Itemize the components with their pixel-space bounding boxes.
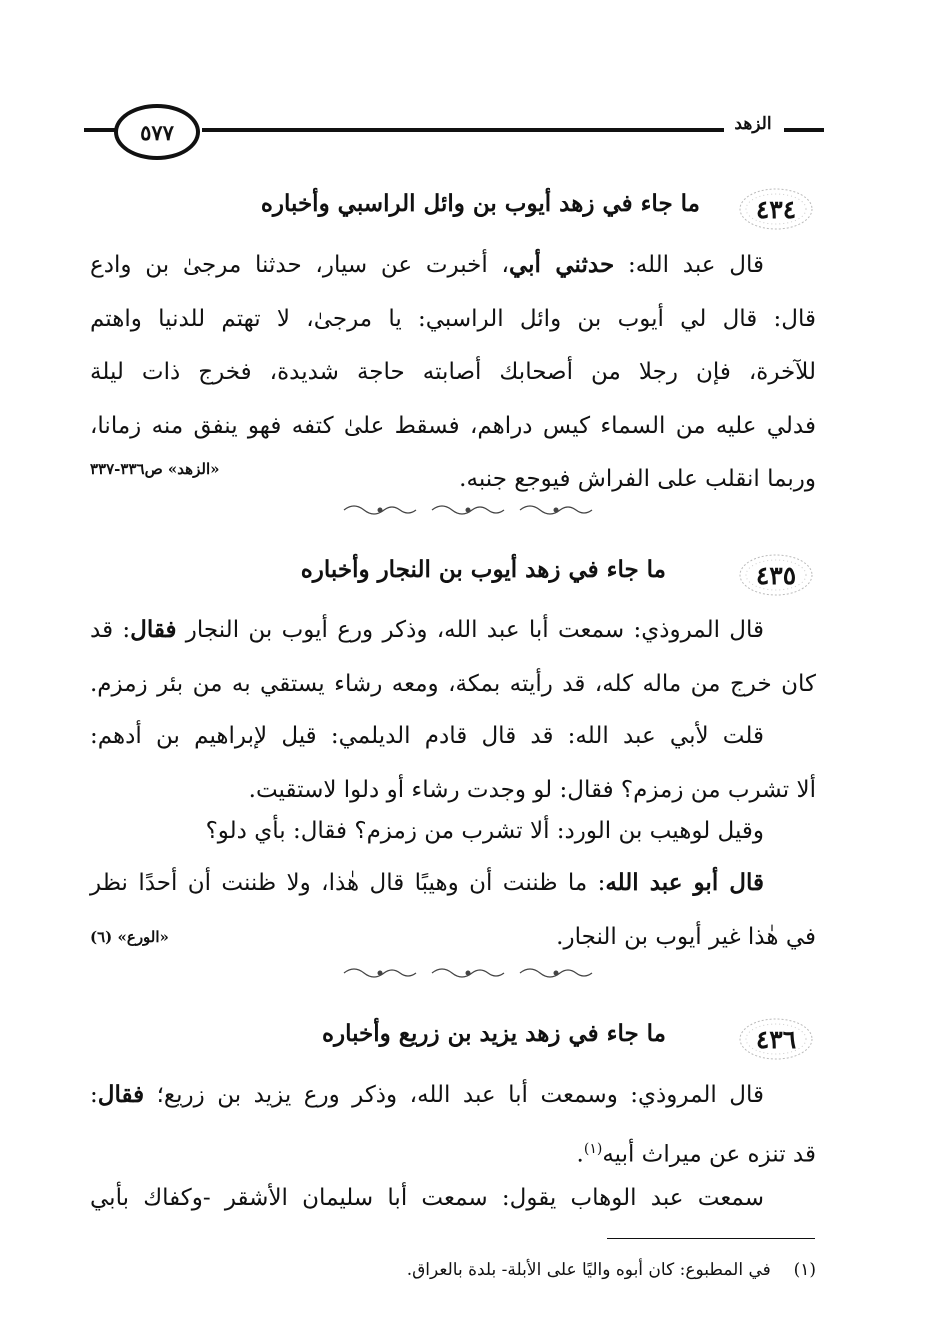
section-paragraph [90,710,816,817]
section-paragraph [90,805,816,859]
ornamental-divider-icon [340,503,594,517]
header-rule-middle [202,128,724,132]
section-title: ما جاء في زهد أيوب بن وائل الراسبي وأخباره [260,190,700,217]
footnote [407,1260,816,1280]
section-paragraph [90,603,816,711]
header-rule-right [784,128,824,132]
source-reference: «الورع» (٦) [90,928,169,946]
page-number: ٥٧٧ [140,119,174,145]
header-rule-left [84,128,116,132]
text-line: قال عبد الله: حدثني أبي، أخبرت عن سيار، حدثنا مرجىٰ بن وادع [90,251,764,278]
text-line: قلت لأبي عبد الله: قد قال قادم الديلمي: قيل لإبراهيم بن أدهم: [90,723,764,749]
text-line: قال أبو عبد الله: ما ظننت أن وهيبًا قال هٰذا، ولا ظننت أن أحدًا نظر [90,869,764,896]
text-line: ألا تشرب من زمزم؟ فقال: لو وجدت رشاء أو دلوا لاستقيت. [248,776,816,803]
section-number-ornament [736,1014,816,1064]
section-title: ما جاء في زهد أيوب بن النجار وأخباره [300,556,666,583]
footnote-number: (١) [793,1260,816,1280]
text-line: قال المروذي: وسمعت أبا عبد الله، وذكر ورع يزيد بن زريع؛ فقال: [90,1081,764,1108]
section-title: ما جاء في زهد يزيد بن زريع وأخباره [321,1020,666,1047]
text-line: للآخرة، فإن رجلا من أصحابك أصابته حاجة شديدة، فخرج ذات ليلة [90,359,816,385]
section-number-ornament [736,184,816,234]
text-line: كان خرج من ماله كله، قد رأيته بمكة، ومعه رشاء يستقي به من بئر زمزم. [90,670,816,697]
text-line: قال: قال لي أيوب بن وائل الراسبي: يا مرجىٰ، لا تهتم للدنيا واهتم [90,305,816,332]
section-paragraph [90,856,816,964]
section-number: ٤٣٤ [755,194,797,224]
ornamental-divider-icon [340,966,594,980]
section-heading [90,1010,816,1070]
section-heading [90,546,816,606]
footnote-rule [607,1238,815,1239]
running-title: الزهد [734,114,772,134]
footnote-text: في المطبوع: كان أبوه واليًا على الأبلة- بلدة بالعراق. [406,1260,771,1280]
page-header [84,100,824,170]
text-line: وقيل لوهيب بن الورد: ألا تشرب من زمزم؟ فقال: بأي دلو؟ [205,818,764,844]
text-line: سمعت عبد الوهاب يقول: سمعت أبا سليمان الأشقر -وكفاك بأبي [90,1185,764,1211]
text-line: قال المروذي: سمعت أبا عبد الله، وذكر ورع أيوب بن النجار فقال: قد [90,616,764,643]
section-paragraph [90,1172,816,1226]
section-number-ornament [736,550,816,600]
text-line: وربما انقلب على الفراش فيوجع جنبه. [459,466,816,492]
text-line: في هٰذا غير أيوب بن النجار. [556,923,816,950]
page-number-oval [114,104,200,160]
source-reference: «الزهد» ص٣٣٦-٣٣٧ [90,460,220,478]
footnote-marker: (١) [583,1140,603,1157]
section-number: ٤٣٦ [755,1024,797,1054]
section-number: ٤٣٥ [755,560,797,590]
text-line: فدلي عليه من السماء كيس دراهم، فسقط علىٰ كتفه فهو ينفق منه زمانا، [90,412,816,439]
section-paragraph [90,1068,816,1182]
text-line: قد تنزه عن ميراث أبيه$^{(١)}$. [576,1140,816,1168]
section-heading [90,180,816,240]
